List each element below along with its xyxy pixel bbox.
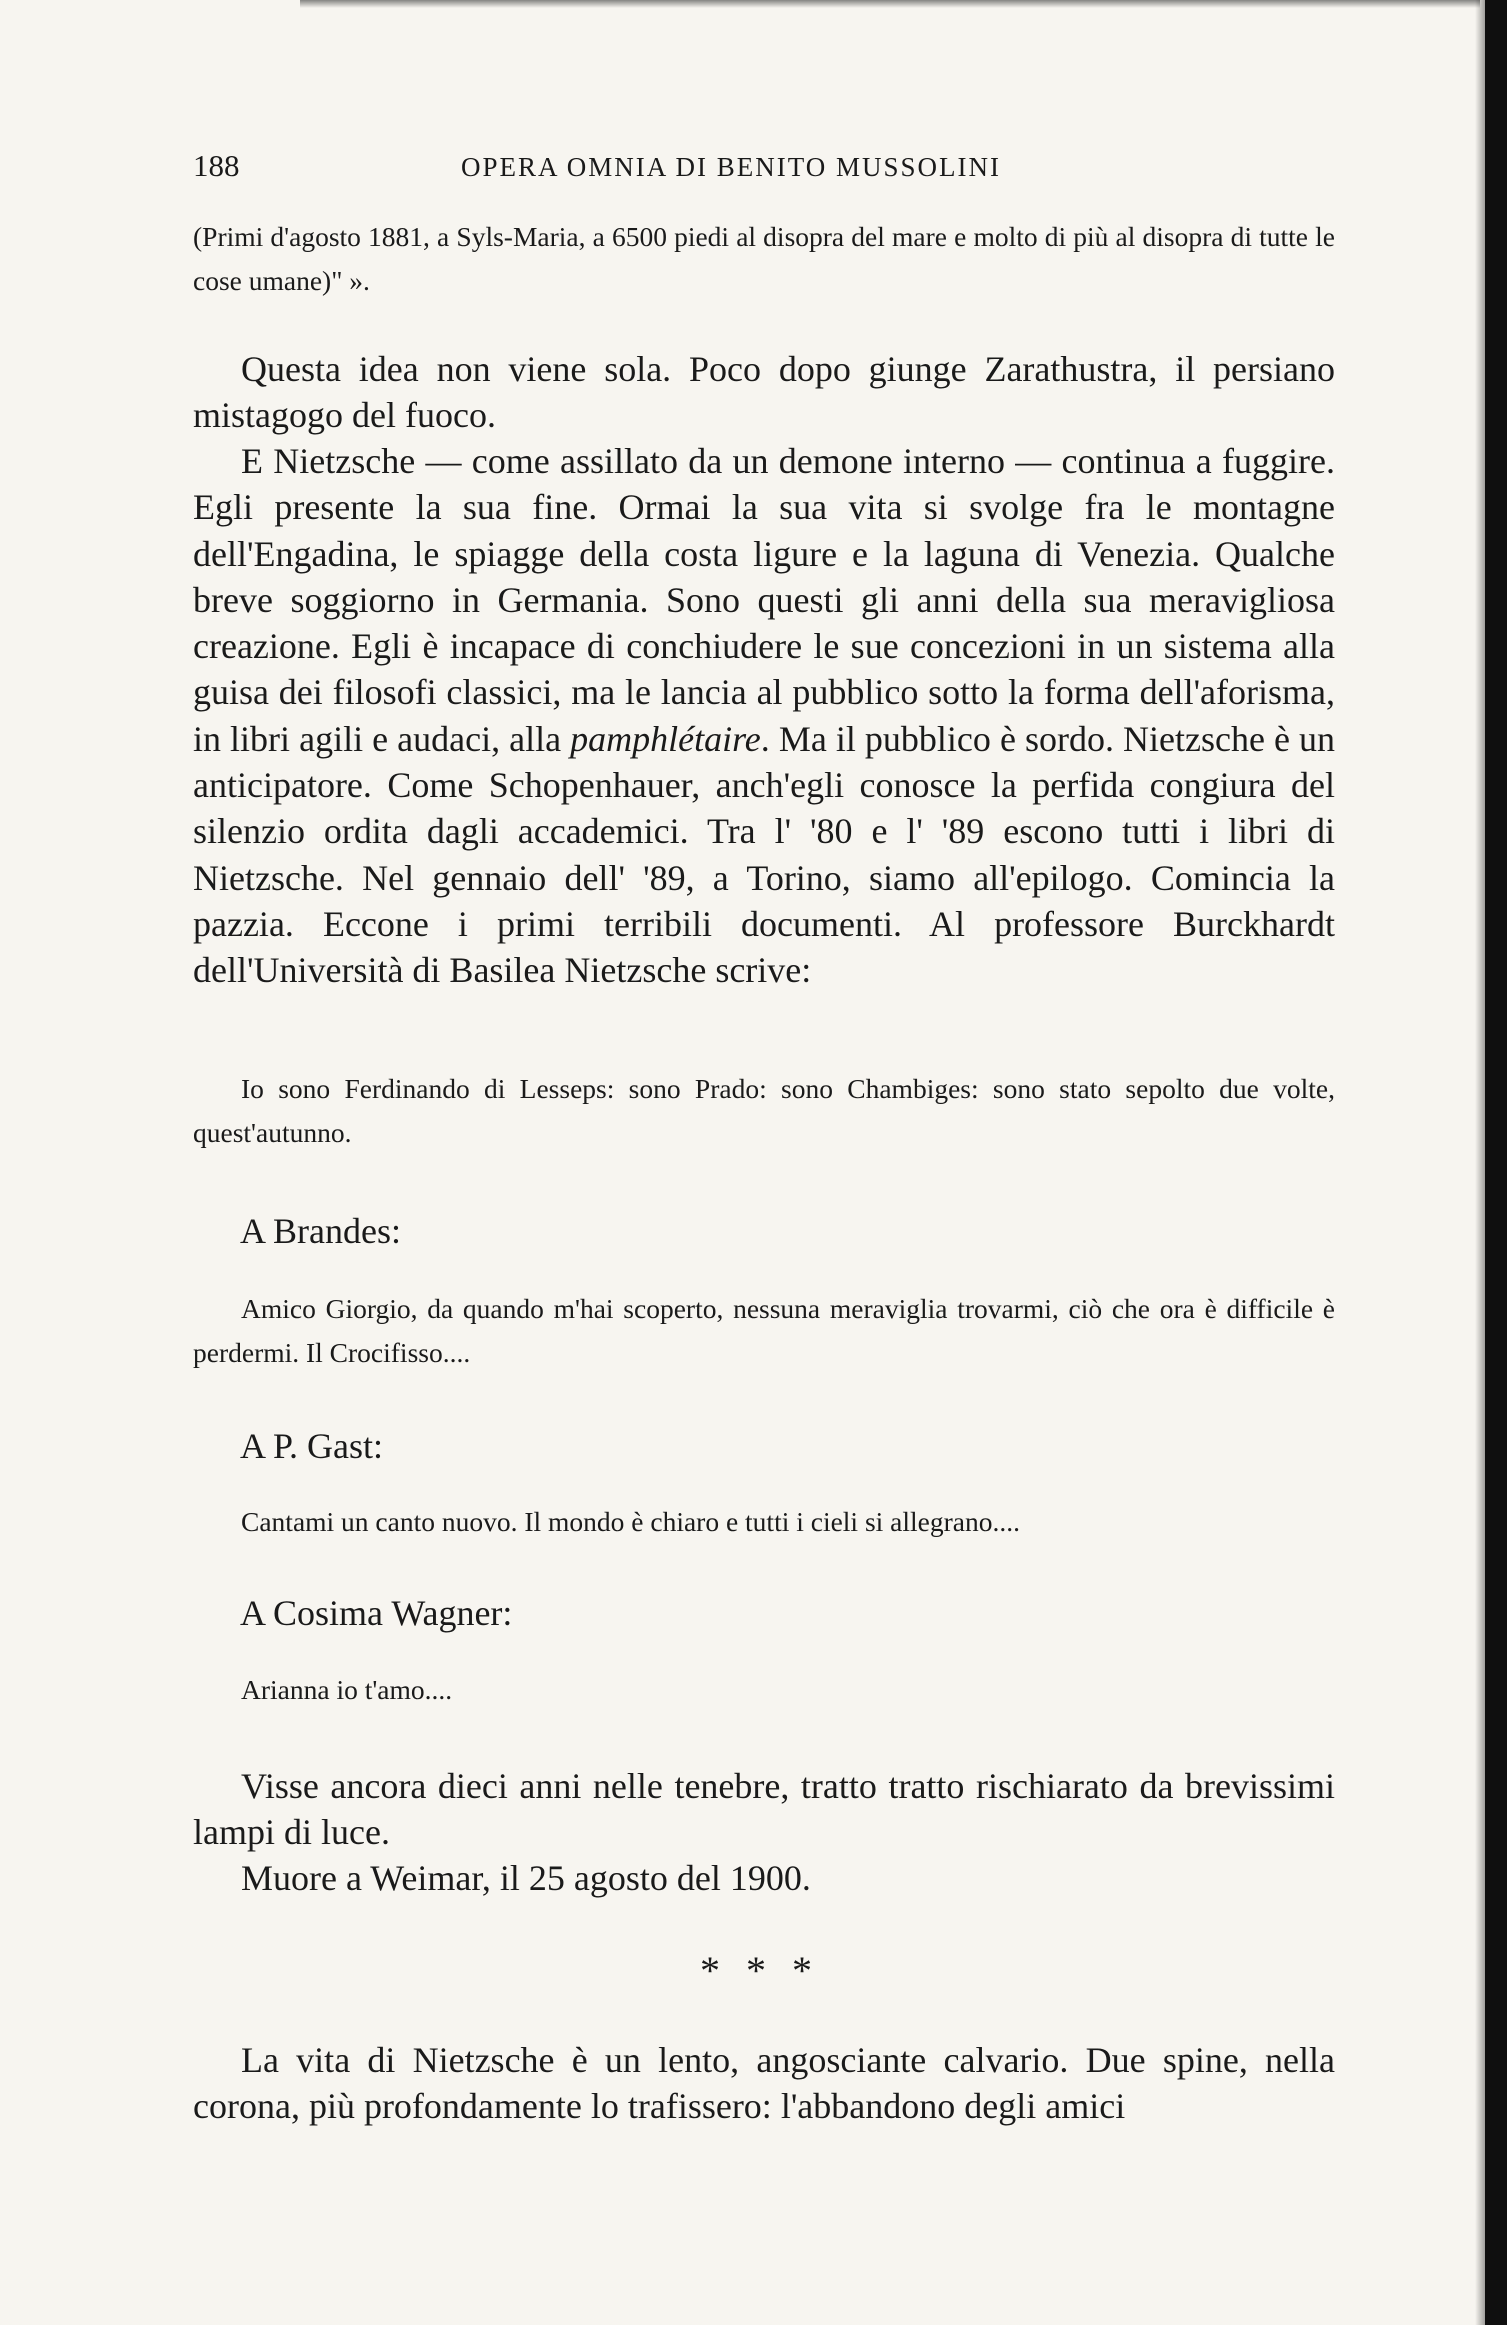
letter-brandes-text: Amico Giorgio, da quando m'hai scoperto, nessuna meraviglia trovarmi, ciò che ora è difficile è perdermi. Il Crocifisso.... [193, 1293, 1335, 1368]
paragraph-text-part-2: . Ma il pubblico è sordo. Nietzsche è un anticipatore. Come Schopenhauer, anch'egli conosce la perfida congiura del silenzio ordita dagli accademici. Tra l' '80 e l' '89 escono tutti i libri di Nietzsche. Nel gennaio dell' '89, a Torino, siamo all'epilogo. Comincia la pazzia. Eccone i primi terribili documenti. Al professore Burckhardt dell'Università di Basilea Nietzsche scrive: [193, 718, 1336, 991]
paragraph-text-part-1: E Nietzsche — come assillato da un demone interno — continua a fuggire. Egli presente la sua fine. Ormai la sua vita si svolge fra le montagne dell'Engadina, le spiagge della costa ligure e la laguna di Venezia. Qualche breve soggiorno in Germania. Sono questi gli anni della sua meravigliosa creazione. Egli è incapace di conchiudere le sue concezioni in un sistema alla guisa dei filosofi classici, ma le lancia al pubblico sotto la forma dell'aforisma, in libri agili e audaci, alla [193, 441, 1335, 759]
letter-cosima-text: Arianna io t'amo.... [241, 1674, 453, 1705]
scan-binding-edge [1485, 0, 1507, 2325]
letter-heading-gast: A P. Gast: [240, 1426, 384, 1466]
letter-heading-brandes: A Brandes: [240, 1211, 401, 1251]
section-separator: * * * [700, 1948, 820, 1993]
italic-term-pamphletaire: pamphlétaire [570, 718, 761, 759]
paragraph-nietzsche-life [193, 438, 1335, 994]
paragraph-zarathustra: Questa idea non viene sola. Poco dopo giunge Zarathustra, il persiano mistagogo del fuoco. [193, 349, 1335, 436]
letter-heading-cosima: A Cosima Wagner: [240, 1593, 513, 1633]
page-header [193, 148, 1333, 188]
running-title: OPERA OMNIA DI BENITO MUSSOLINI [461, 152, 1002, 182]
paragraph-calvary: La vita di Nietzsche è un lento, angosciante calvario. Due spine, nella corona, più profondamente lo trafissero: l'abbandono degli amici [193, 2040, 1335, 2127]
page-number: 188 [193, 148, 240, 183]
scan-top-smudge [300, 0, 1480, 8]
quote-continuation: (Primi d'agosto 1881, a Syls-Maria, a 6500 piedi al disopra del mare e molto di più al disopra di tutte le cose umane)" ». [193, 221, 1335, 296]
paragraph-dark-years: Visse ancora dieci anni nelle tenebre, tratto tratto rischiarato da brevissimi lampi di luce. [193, 1766, 1335, 1853]
letter-burckhardt-text: Io sono Ferdinando di Lesseps: sono Prado: sono Chambiges: sono stato sepolto due volte, quest'autunno. [193, 1073, 1335, 1148]
letter-gast-text: Cantami un canto nuovo. Il mondo è chiaro e tutti i cieli si allegrano.... [241, 1506, 1020, 1537]
paragraph-death: Muore a Weimar, il 25 agosto del 1900. [241, 1858, 811, 1898]
